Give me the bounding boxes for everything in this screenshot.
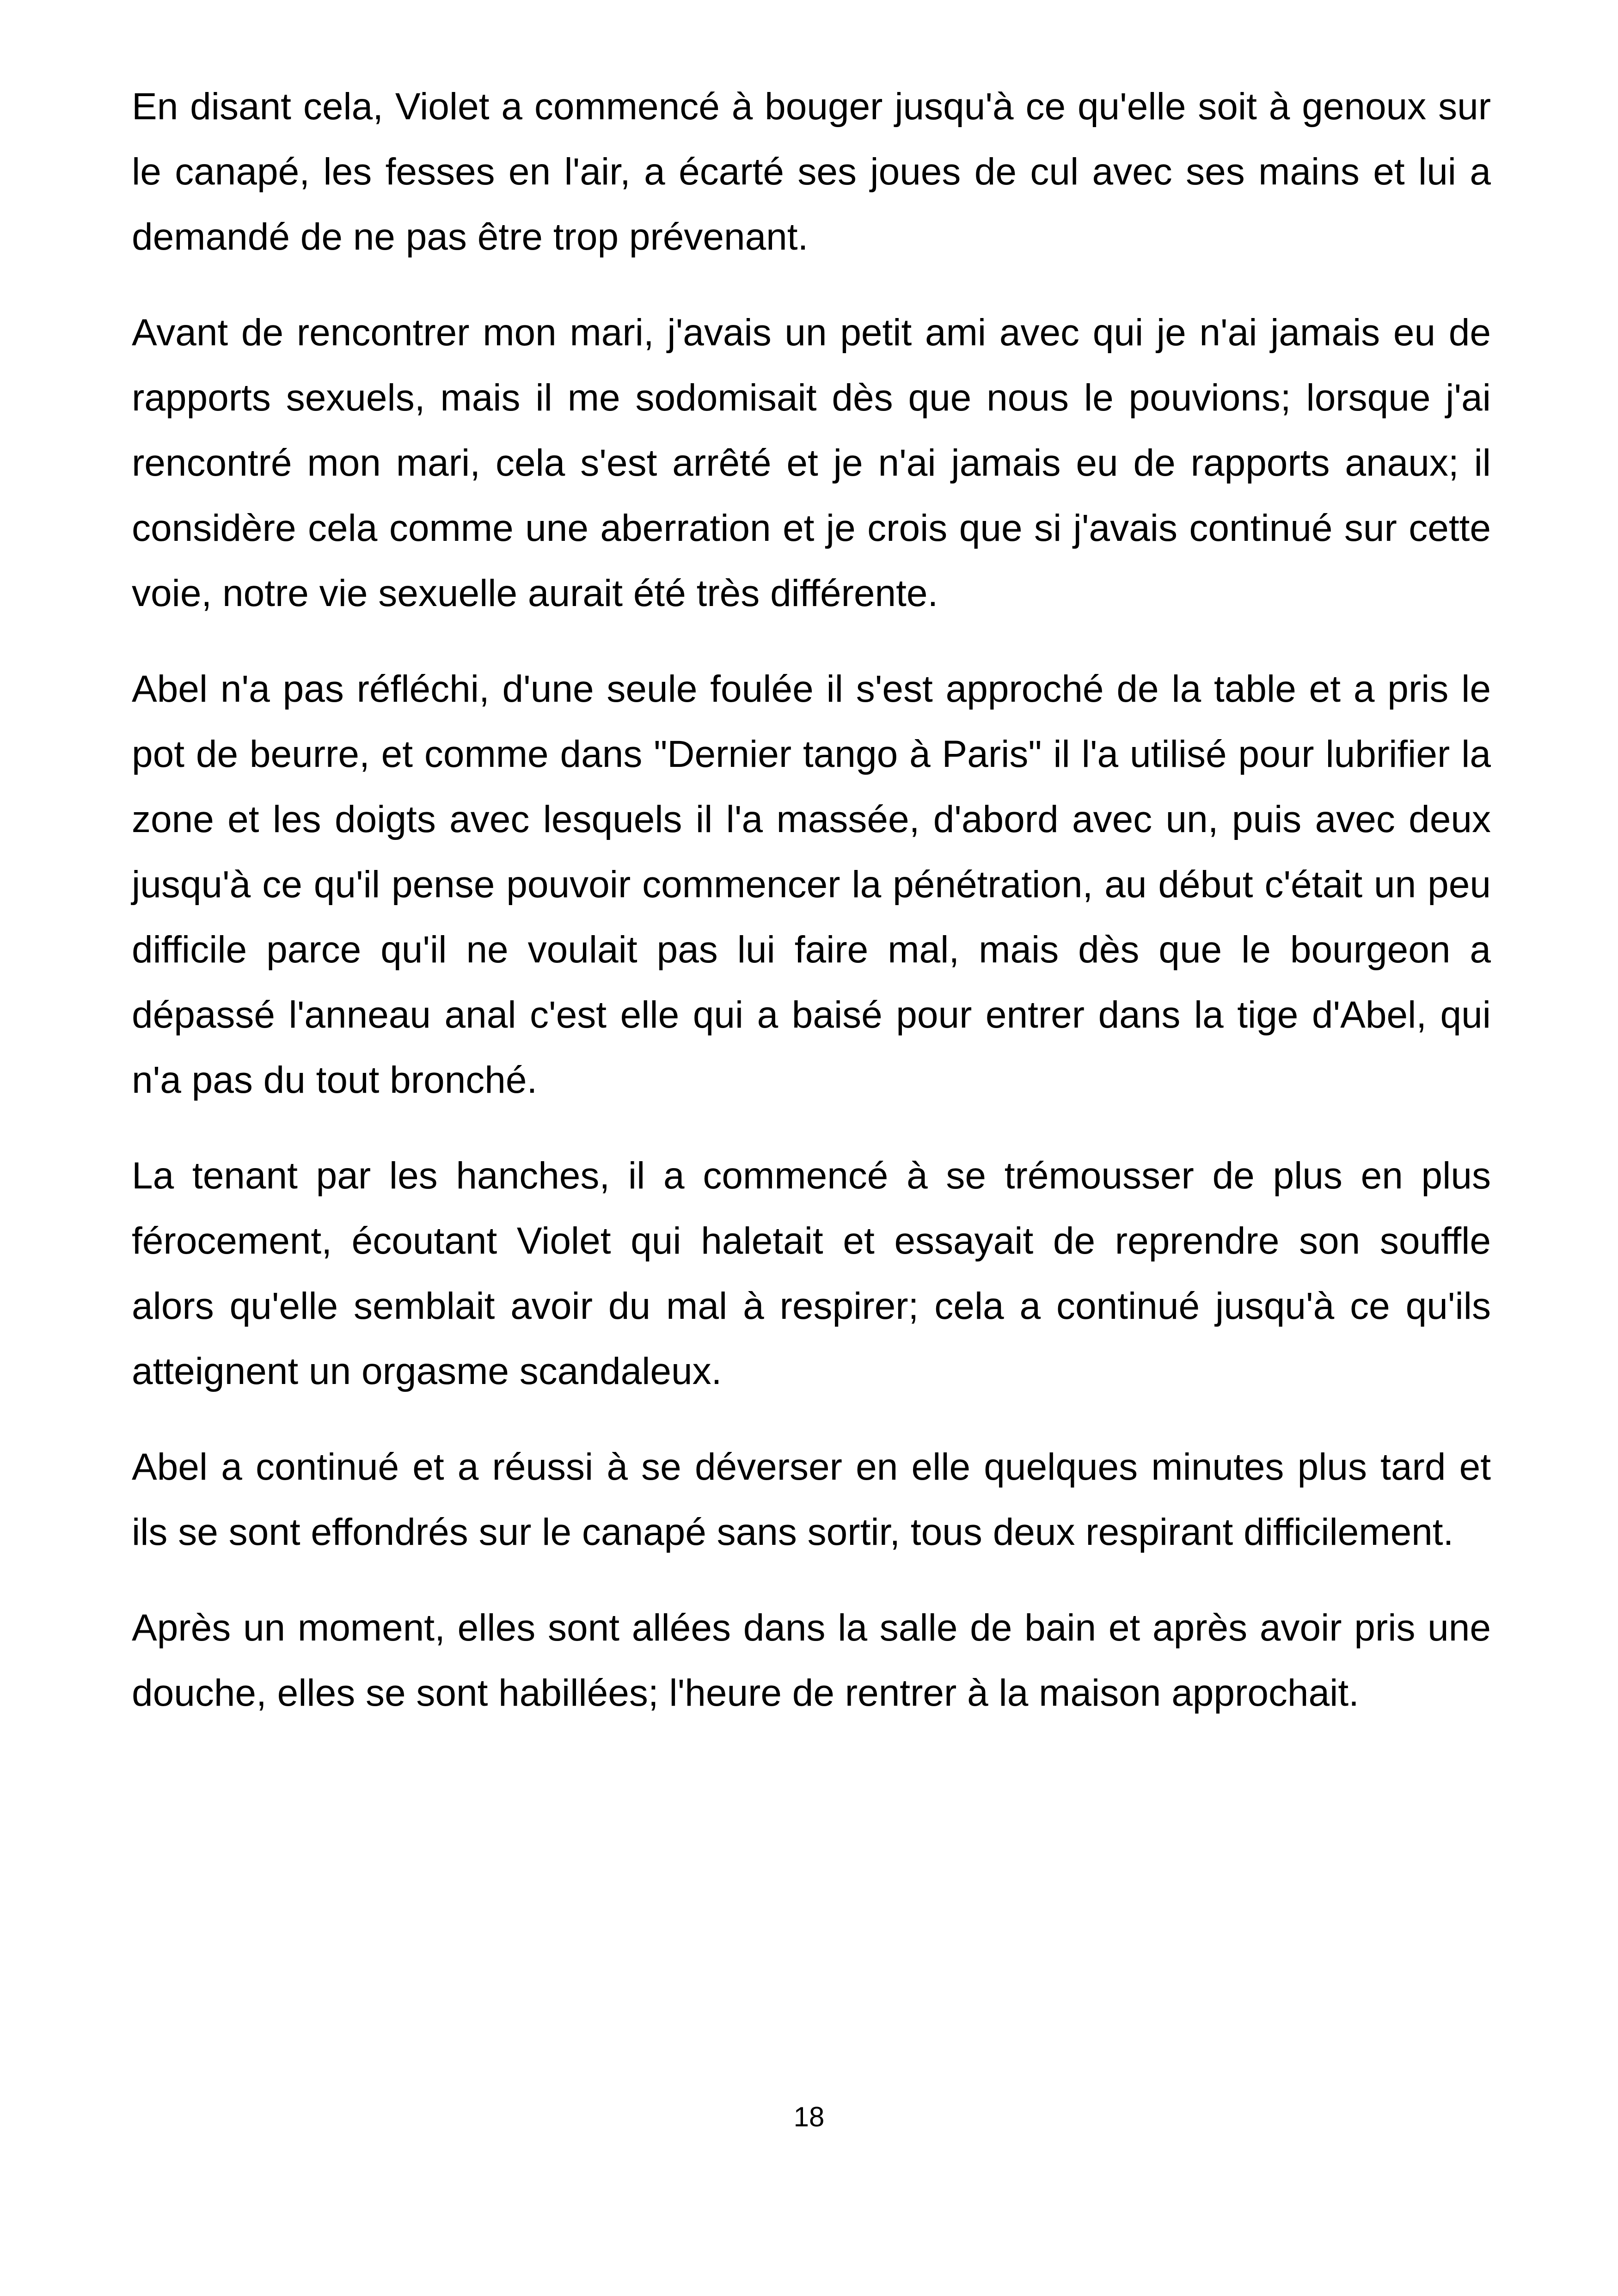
paragraph-5: Abel a continué et a réussi à se déverser en elle quelques minutes plus tard et ils se sont effondrés sur le canapé sans sortir, tous deux respirant difficilement. bbox=[132, 1446, 1491, 1553]
page-number: 18 bbox=[793, 2101, 825, 2132]
paragraph-6: Après un moment, elles sont allées dans la salle de bain et après avoir pris une douche, elles se sont habillées; l'heure de rentrer à la maison approchait. bbox=[132, 1607, 1491, 1714]
paragraph-2: Avant de rencontrer mon mari, j'avais un petit ami avec qui je n'ai jamais eu de rapports sexuels, mais il me sodomisait dès que nous le pouvions; lorsque j'ai rencontré mon mari, cela s'est arrêté et je n'ai jamais eu de rapports anaux; il considère cela comme une aberration et je crois que si j'avais continué sur cette voie, notre vie sexuelle aurait été très différente. bbox=[132, 312, 1491, 614]
body-text bbox=[132, 74, 1491, 1756]
paragraph-4: La tenant par les hanches, il a commencé à se trémousser de plus en plus férocement, écoutant Violet qui haletait et essayait de reprendre son souffle alors qu'elle semblait avoir du mal à respirer; cela a continué jusqu'à ce qu'ils atteignent un orgasme scandaleux. bbox=[132, 1155, 1491, 1392]
paragraph-3: Abel n'a pas réfléchi, d'une seule foulée il s'est approché de la table et a pris le pot de beurre, et comme dans "Dernier tango à Paris" il l'a utilisé pour lubrifier la zone et les doigts avec lesquels il l'a massée, d'abord avec un, puis avec deux jusqu'à ce qu'il pense pouvoir commencer la pénétration, au début c'était un peu difficile parce qu'il ne voulait pas lui faire mal, mais dès que le bourgeon a dépassé l'anneau anal c'est elle qui a baisé pour entrer dans la tige d'Abel, qui n'a pas du tout bronché. bbox=[132, 668, 1491, 1101]
paragraph-1: En disant cela, Violet a commencé à bouger jusqu'à ce qu'elle soit à genoux sur le canapé, les fesses en l'air, a écarté ses joues de cul avec ses mains et lui a demandé de ne pas être trop prévenant. bbox=[132, 86, 1491, 258]
